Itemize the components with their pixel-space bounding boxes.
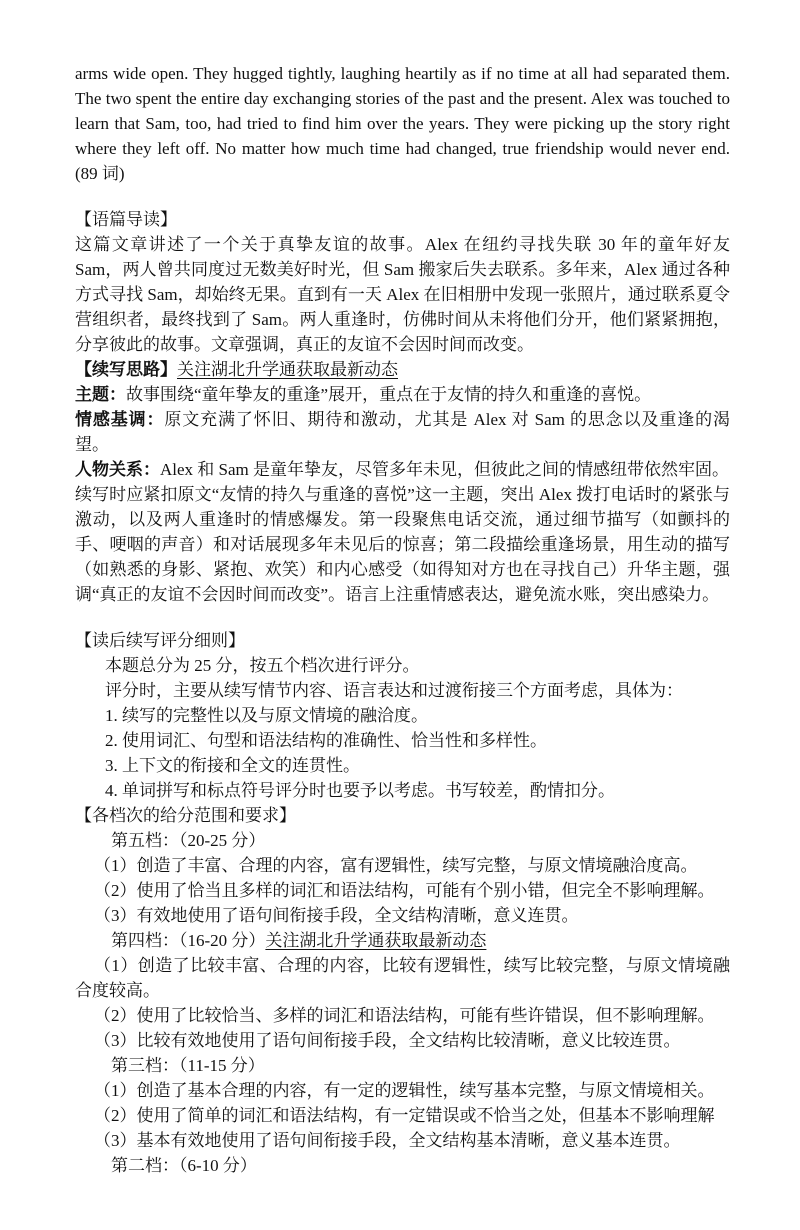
band4-point-1: （1）创造了比较丰富、合理的内容，比较有逻辑性，续写比较完整，与原文情境融合度较高。 xyxy=(75,956,730,1000)
section-title-band-requirements: 【各档次的给分范围和要求】 xyxy=(75,806,296,825)
theme-text: 故事围绕“童年挚友的重逢”展开，重点在于友情的持久和重逢的喜悦。 xyxy=(126,385,652,404)
passage-guide-body: 这篇文章讲述了一个关于真挚友谊的故事。Alex 在纽约寻找失联 30 年的童年好友 Sam，两人曾共同度过无数美好时光，但 Sam 搬家后失去联系。多年来，Alex 通过各种方式寻找 Sam，却始终无果。直到有一天 Alex 在旧相册中发现一张照片，通过联系夏令营组织者，最终找到了 Sam。两人重逢时，仿佛时间从未将他们分开，他们紧紧拥抱，分享彼此的故事。文章强调，真正的友谊不会因时间而改变。 xyxy=(75,235,730,354)
relation-label: 人物关系： xyxy=(75,460,160,479)
band5-point-1: （1）创造了丰富、合理的内容，富有逻辑性，续写完整，与原文情境融洽度高。 xyxy=(94,856,698,875)
tone-text: 原文充满了怀旧、期待和激动，尤其是 Alex 对 Sam 的思念以及重逢的渴望。 xyxy=(75,410,730,454)
band3-point-2: （2）使用了简单的词汇和语法结构，有一定错误或不恰当之处，但基本不影响理解 xyxy=(94,1106,715,1125)
scoring-criterion-4: 4. 单词拼写和标点符号评分时也要予以考虑。书写较差，酌情扣分。 xyxy=(105,781,615,800)
band5-point-3: （3）有效地使用了语句间衔接手段，全文结构清晰，意义连贯。 xyxy=(94,906,579,925)
relation-line xyxy=(75,457,730,482)
scoring-criterion-1: 1. 续写的完整性以及与原文情境的融洽度。 xyxy=(105,706,428,725)
band5-label: 第五档：（20-25 分） xyxy=(111,831,266,850)
scoring-intro-aspects: 评分时，主要从续写情节内容、语言表达和过渡衔接三个方面考虑，具体为： xyxy=(105,681,683,700)
band3-label: 第三档：（11-15 分） xyxy=(111,1056,265,1075)
relation-text: Alex 和 Sam 是童年挚友，尽管多年未见，但彼此之间的情感纽带依然牢固。 xyxy=(160,460,730,479)
idea-heading-line xyxy=(75,357,730,382)
continuation-idea-body: 续写时应紧扣原文“友情的持久与重逢的喜悦”这一主题，突出 Alex 拨打电话时的紧张与激动，以及两人重逢时的情感爆发。第一段聚焦电话交流，通过细节描写（如颤抖的手、哽咽的声音）和对话展现多年未见后的惊喜；第二段描绘重逢场景，用生动的描写（如熟悉的身影、紧抱、欢笑）和内心感受（如得知对方也在寻找自己）升华主题，强调“真正的友谊不会因时间而改变”。语言上注重情感表达，避免流水账，突出感染力。 xyxy=(75,485,730,604)
section-title-continuation-idea: 【续写思路】 xyxy=(75,360,177,379)
tone-line xyxy=(75,407,730,457)
section-title-passage-guide: 【语篇导读】 xyxy=(75,210,177,229)
band4-label-line xyxy=(75,928,730,953)
english-continuation-paragraph: arms wide open. They hugged tightly, laughing heartily as if no time at all had separated them. The two spent the entire day exchanging stories of the past and the present. Alex was touched to learn that Sam, too, had tried to find him over the years. They were picking up the story right where they left off. No matter how much time had changed, true friendship would never end. (89 词) xyxy=(75,64,730,183)
promo-link-band4: 关注湖北升学通获取最新动态 xyxy=(265,931,487,950)
band3-point-3: （3）基本有效地使用了语句间衔接手段，全文结构基本清晰，意义基本连贯。 xyxy=(94,1131,681,1150)
band4-point-2: （2）使用了比较恰当、多样的词汇和语法结构，可能有些许错误，但不影响理解。 xyxy=(94,1006,715,1025)
scoring-criterion-2: 2. 使用词汇、句型和语法结构的准确性、恰当性和多样性。 xyxy=(105,731,547,750)
band3-point-1: （1）创造了基本合理的内容，有一定的逻辑性，续写基本完整，与原文情境相关。 xyxy=(94,1081,715,1100)
band2-label: 第二档：（6-10 分） xyxy=(111,1156,257,1175)
tone-label: 情感基调： xyxy=(75,410,165,429)
scoring-intro-total: 本题总分为 25 分，按五个档次进行评分。 xyxy=(105,656,420,675)
band5-point-2: （2）使用了恰当且多样的词汇和语法结构，可能有个别小错，但完全不影响理解。 xyxy=(94,881,715,900)
band4-label: 第四档：（16-20 分） xyxy=(111,931,266,950)
scoring-criterion-3: 3. 上下文的衔接和全文的连贯性。 xyxy=(105,756,360,775)
promo-link-idea: 关注湖北升学通获取最新动态 xyxy=(177,360,398,379)
document-page xyxy=(75,61,730,1178)
theme-label: 主题： xyxy=(75,385,126,404)
section-title-scoring-rules: 【读后续写评分细则】 xyxy=(75,631,245,650)
theme-line xyxy=(75,382,730,407)
band4-point-3: （3）比较有效地使用了语句间衔接手段，全文结构比较清晰，意义比较连贯。 xyxy=(94,1031,681,1050)
